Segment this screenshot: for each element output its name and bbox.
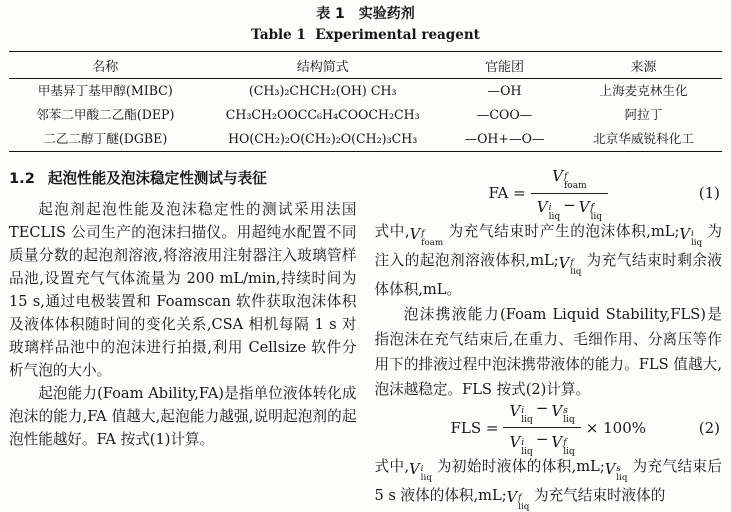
cell-functional-group: —OH <box>487 83 522 98</box>
math-v-liq-final: V f liq <box>506 489 530 512</box>
right-column <box>375 167 723 512</box>
cell-reagent-name: 甲基异丁基甲醇(MIBC) <box>37 83 173 98</box>
minus-operator: − <box>535 430 549 449</box>
minus-operator: − <box>535 398 549 417</box>
equation-2-number: (2) <box>698 418 720 437</box>
math-v-liq-initial: V i liq <box>509 401 533 426</box>
cell-source: 北京华威锐科化工 <box>593 131 694 146</box>
left-column <box>9 167 357 512</box>
math-v-liq-final: V f liq <box>558 254 582 278</box>
cell-structural-formula: CH₃CH₂OOCC₆H₄COOCH₂CH₃ <box>225 107 420 122</box>
math-v-liq-initial: V i liq <box>509 433 533 457</box>
math-v-foam-final: V f foam <box>409 225 444 249</box>
math-v-liq-5s: V s liq <box>551 401 575 426</box>
paragraph-eq2-definitions: 式中,V i liq 为初始时液体的体积,mL;V s liq 为充气结束后 5 s 液体的体积,mL;V f liq 为充气结束时液体的 <box>374 457 722 512</box>
cell-structural-formula: HO(CH₂)₂O(CH₂)₂O(CH₂)₃CH₃ <box>228 131 418 146</box>
equation-1-lhs: FA = <box>488 184 526 202</box>
reagent-table <box>9 51 722 152</box>
math-v-foam-final: V f foam <box>552 166 587 191</box>
table-row <box>9 103 722 127</box>
math-v-liq-final: V f liq <box>551 433 575 457</box>
table-header-row <box>9 52 722 79</box>
math-v-liq-final: V f liq <box>578 198 603 222</box>
cell-source: 上海麦克林生化 <box>599 83 688 98</box>
cell-source: 阿拉丁 <box>624 107 663 122</box>
equation-2-lhs: FLS = <box>450 418 499 437</box>
minus-operator: − <box>563 195 576 214</box>
math-v-liq-initial: V i liq <box>409 460 432 484</box>
math-v-liq-initial: V i liq <box>536 198 561 222</box>
equation-1 <box>375 166 723 222</box>
table-row <box>9 79 722 104</box>
col-header-formula: 结构简式 <box>202 52 444 79</box>
section-number: 1.2 <box>9 170 35 187</box>
cell-functional-group: —OH+—O— <box>464 131 545 146</box>
equation-2 <box>375 398 723 457</box>
table-title-cn: 表 1 实验药剂 <box>316 6 415 22</box>
cell-functional-group: —COO— <box>476 107 533 122</box>
table-row <box>9 127 722 152</box>
col-header-group: 官能团 <box>444 52 565 79</box>
paragraph-foam-ability: 起泡能力(Foam Ability,FA)是指单位液体转化成泡沫的能力,FA 值越大,起泡能力越强,说明起泡剂的起泡性能越好。FA 按式(1)计算。 <box>9 385 357 448</box>
section-heading <box>9 169 357 189</box>
section-title: 起泡性能及泡沫稳定性测试与表征 <box>47 170 267 187</box>
math-v-liq-5s: V s liq <box>604 460 628 484</box>
times-100-percent: × 100% <box>585 418 647 437</box>
table-title-en: Table 1 Experimental reagent <box>251 27 480 43</box>
col-header-source: 来源 <box>565 52 722 79</box>
cell-reagent-name: 二乙二醇丁醚(DGBE) <box>43 131 168 146</box>
equation-2-fraction <box>503 399 580 457</box>
equation-1-fraction <box>531 164 608 222</box>
cell-reagent-name: 邻苯二甲酸二乙酯(DEP) <box>36 107 175 122</box>
col-header-name: 名称 <box>9 52 202 79</box>
math-v-liq-initial: V i liq <box>679 225 703 249</box>
paragraph-eq1-definitions: 式中,V f foam 为充气结束时产生的泡沫体积,mL;V i liq 为注入的起泡剂溶液体积,mL;V f liq 为充气结束时剩余液体体积,mL。 <box>374 223 723 298</box>
cell-structural-formula: (CH₃)₂CHCH₂(OH) CH₃ <box>248 83 397 98</box>
paragraph-fls: 泡沫携液能力(Foam Liquid Stability,FLS)是指泡沫在充气结束后,在重力、毛细作用、分离压等作用下的排液过程中泡沫携带液体的能力。FLS 值越大,泡沫越稳定。FLS 按式(2)计算。 <box>374 305 722 398</box>
two-column-body <box>9 167 722 512</box>
paragraph-method: 起泡剂起泡性能及泡沫稳定性的测试采用法国 TECLIS 公司生产的泡沫扫描仪。用超纯水配置不同质量分数的起泡剂溶液,将溶液用注射器注入玻璃管样品池,设置充气气体流量为 200 mL/min,持续时间为 15 s,通过电极装置和 Foamscan 软件获取泡沫体积及液体体积随时间的变化关系,CSA 相机每隔 1 s 对玻璃样品池中的泡沫进行拍摄,利用 Cellsize 软件分析气泡的大小。 <box>9 201 357 379</box>
equation-1-number: (1) <box>698 184 720 202</box>
